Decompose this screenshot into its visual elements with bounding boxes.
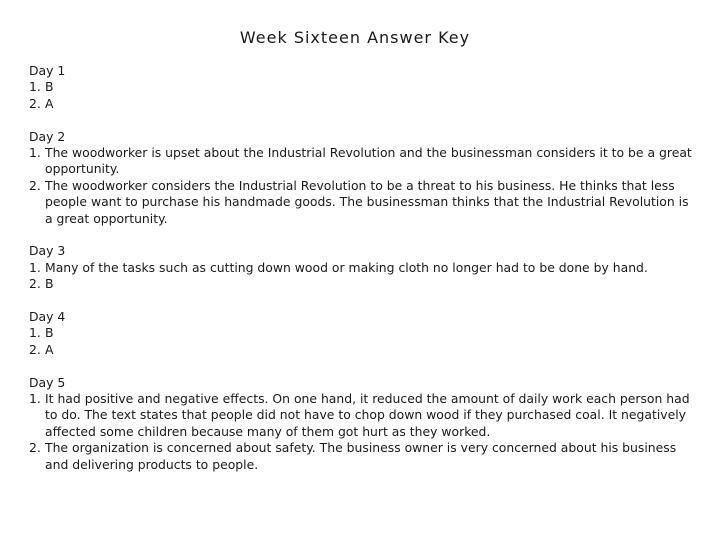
- answer-number: 2.: [29, 440, 41, 456]
- answer-number: 1.: [29, 259, 41, 275]
- answer-text: It had positive and negative effects. On one hand, it reduced the amount of daily work each person had to do. The text states that people did not have to chop down wood if they purchased coal. It negatively affected some children because many of them got hurt as they worked.: [45, 391, 690, 439]
- answer-number: 2.: [29, 177, 41, 193]
- answer-text: The woodworker is upset about the Industrial Revolution and the businessman considers it to be a great opportunity.: [45, 145, 692, 177]
- day-heading: Day 3: [29, 243, 66, 259]
- answer-text: A: [45, 95, 54, 111]
- day-5-section: [29, 375, 699, 473]
- answer-text: B: [45, 325, 54, 341]
- answer-item: [29, 440, 699, 473]
- day-4-section: [29, 309, 699, 358]
- answer-text: The woodworker considers the Industrial Revolution to be a threat to his business. He thinks that less people want to purchase his handmade goods. The businessman thinks that the Industrial Revolution is a great opportunity.: [45, 177, 689, 226]
- answer-item: [29, 325, 699, 341]
- answer-item: [29, 145, 699, 178]
- day-3-section: [29, 243, 699, 292]
- answer-text: Many of the tasks such as cutting down wood or making cloth no longer had to be done by hand.: [45, 259, 648, 275]
- answer-item: [29, 178, 699, 227]
- day-heading: Day 5: [29, 374, 66, 390]
- answer-text: A: [45, 341, 54, 357]
- answer-item: [29, 342, 699, 358]
- day-2-section: [29, 129, 699, 227]
- day-heading: Day 2: [29, 128, 66, 144]
- answer-number: 1.: [29, 325, 41, 341]
- day-heading: Day 1: [29, 63, 66, 78]
- answer-item: [29, 391, 699, 440]
- answer-number: 2.: [29, 341, 41, 357]
- answer-text: The organization is concerned about safety. The business owner is very concerned about his business and delivering products to people.: [45, 440, 677, 472]
- answer-text: B: [45, 79, 54, 95]
- answer-list: [29, 63, 699, 489]
- day-heading: Day 4: [29, 309, 66, 325]
- day-1-section: [29, 63, 699, 112]
- answer-item: [29, 96, 699, 112]
- answer-number: 1.: [29, 79, 41, 95]
- answer-item: [29, 276, 699, 292]
- answer-text: B: [45, 276, 54, 292]
- answer-item: [29, 79, 699, 95]
- answer-number: 2.: [29, 276, 41, 292]
- answer-number: 1.: [29, 145, 41, 161]
- page-title: Week Sixteen Answer Key: [239, 28, 471, 47]
- answer-number: 2.: [29, 95, 41, 111]
- answer-item: [29, 260, 699, 276]
- answer-number: 1.: [29, 391, 41, 407]
